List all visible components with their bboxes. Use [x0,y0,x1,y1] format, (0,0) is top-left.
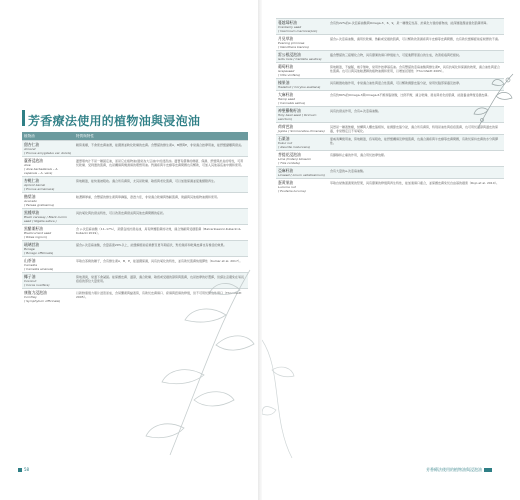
table-row [276,51,504,63]
oil-name-cell [276,167,328,179]
oil-latin-name: Apricot kernel ( Prunus armeniaca) [24,182,55,191]
oil-name: 黑種草油 [24,209,40,215]
oil-name: 大麻籽油 [278,91,294,97]
oil-latin-name: Lime (linden) blossom ( Tilia cordata) [278,156,312,165]
oil-latin-name: Cranberry seed ( Vaccinium macrocarpon) [278,24,318,33]
oil-description: 含 γ-次亞麻油酸（11–17%），是優良的抗發炎油，具有修護肌膚的功效，適合熟齡與受損肌膚（Balcerkiewicz-Kubacki & Kubacki 2019）。 [74,225,248,241]
oil-description: 富含γ-次亞麻油酸，含量高達20%以上，能緩解經前症候群及更年期症狀，對於濕疹和乾燥皮膚也有極佳的效果。 [74,241,248,257]
oil-description: 質地輕盈，能快速被吸收。適合所有膚質，尤其是乾燥、敏感與老化肌膚，可以加強保濕並促進細胞再生。 [74,177,248,193]
oil-description: 質地清爽，常溫下會凝固。能保護皮膚、頭髮，適合乾燥、敏感或受損的髮質與肌膚，也是按摩的好選擇，但請注意避免在易長痘痘的部位大量使用。 [74,273,248,289]
oil-latin-name: Jojoba ( Simmondsia chinensis) [278,128,325,133]
oil-latin-name: Black caraway / Black cumin seed ( Nigella sativa ) [24,214,67,223]
oil-name: 黑醋栗籽油 [24,225,43,231]
oil-name-cell [22,289,74,305]
oil-latin-name: Linseed ( Linum usitatissimum) [278,172,326,177]
table-row [22,177,248,193]
oil-latin-name: Kukui nut ( Aleurite moluccans) [278,140,311,149]
table-row [22,193,248,209]
oil-description: 夏威夷傳統用油，質地輕盈，容易吸收，能舒緩曬傷及修復肌膚，也適合濕疹與牛皮癬等皮膚問題，有助於保持皮膚的水分與彈性。 [328,135,504,151]
oil-description: 輕質柔順，不會使皮膚油滑，能潤滑並軟化乾燥的皮膚。含豐富的維生素A、B群與E，非常適合按摩用油，能舒緩搔癢與發炎。 [74,141,248,157]
oil-name: 蘆薈浸泡油 [24,157,43,163]
oil-name-cell [22,209,74,225]
oil-name: 葡萄籽油 [278,63,294,69]
oil-description: 有鎮靜和止痛的作用，適合用於按摩放鬆。 [328,151,504,167]
oil-latin-name: Hazelnut ( Corylus avellana) [278,84,321,89]
botanical-illustration [130,260,258,460]
oil-name: 康復力浸泡油 [24,289,47,295]
table-row [276,35,504,51]
herb-sprig-illustration [468,70,518,130]
oil-description: 具有輕微收斂作用，非常適合油性與混合性肌膚，可以幫助調節皮脂分泌，常用於臉部保養及按摩。 [328,79,504,91]
title-accent-bar [22,110,25,126]
botanical-illustration-right [262,320,302,460]
oil-description: 其實是一種液態蠟，結構與人體皮脂相似，能調節皮脂分泌，適合所有膚質，特別是油性與痘痘肌膚，也可用於頭髮與頭皮的保養，非常穩定且不易氧化。 [328,123,504,135]
oil-name-cell [276,79,328,91]
oil-latin-name: Avocado ( Persea gratissima) [24,198,55,207]
oil-description: 含有約80%的Omega-3與Omega-6不飽和脂肪酸，比例平衡，適合乾燥、發炎與老化的肌膚，能滋養並修復受損皮膚。 [328,91,504,107]
oil-name-cell [22,257,74,273]
oil-latin-name: Aloe ( Aloe barbadensis – A. capensis – A. vera) [24,162,59,175]
oil-description: 蘆薈葉肉汁不是一種固定油，而是它在植物油(通常為大豆油)中的浸泡油。蘆薈有優異的療癒、保濕、舒緩與抗炎的特性，可用於乾燥、受刺激的肌膚，也是曬傷與燒燙傷的理想用油。對濕疹與牛皮癬等皮膚問題也有幫助，可加入其他基底油中調和使用。 [74,157,248,177]
oil-name-cell [22,141,74,157]
oil-name-cell [276,151,328,167]
table-row [22,241,248,257]
oil-name: 神聖羅勒籽油 [278,107,301,113]
oil-name-cell [22,225,74,241]
oil-latin-name: Borage ( Borago officinalis) [24,246,54,255]
table-row [22,225,248,241]
oil-latin-name: Blackcurrent seed ( Ribes nigrum) [24,230,52,239]
oil-latin-name: Comfrey ( Symphytum officinale) [24,294,61,303]
oil-description: 具抗氧化與抗發炎特性，可以改善皮膚發炎與其他皮膚問題的症狀。 [74,209,248,225]
table-row [276,167,504,179]
table-row [276,179,504,195]
oil-name: 山茶油 [24,257,36,263]
oil-name: 榛果油 [278,79,290,85]
table-row [276,135,504,151]
table-row [22,141,248,157]
oil-name: 蛋黃果油 [278,179,294,185]
header-properties: 特質與特性 [74,132,248,141]
table-row [276,19,504,35]
oil-name: 月見草油 [278,35,294,41]
table-row [22,209,248,225]
oil-name: 琉璃苣油 [24,241,40,247]
oil-description: 蘊含豐富的三萜類化合物，具有優異的傷口修復能力，可促進膠原蛋白的生成，改善疤痕與妊娠紋。 [328,51,504,63]
oil-latin-name: Hemp seed ( Cannabis sativa) [278,96,306,105]
oil-description: 萃取自茶樹的種子，含有維生素A、B、E，能滋潤保濕，具有抗氧化的特性，並有助於肌膚恢復彈性（Kumar et al. 2017）。 [74,257,248,273]
oil-description: 含有大量的α-次亞麻油酸。 [328,167,504,179]
page-title: 芳香療法使用的植物油與浸泡油 [28,114,201,128]
oil-latin-name: Evening primrose ( Oenothera biennis) [278,40,309,49]
oil-name-cell [22,177,74,193]
oil-name-cell [276,179,328,195]
oil-name: 亞麻籽油 [278,167,294,173]
oil-latin-name: Holy basil seed ( Ocimum sanctum) [278,112,317,121]
oil-name-cell [22,157,74,177]
oil-name-cell [22,193,74,209]
oil-name-cell [22,273,74,289]
oil-name-cell [22,241,74,257]
oil-name-cell [276,63,328,79]
oil-latin-name: Camellia ( Camellia sinensis) [24,262,54,271]
table-header [22,132,248,141]
oil-name: 蔓越莓籽油 [278,19,297,25]
table-row [276,151,504,167]
running-footer: 芳香療法使用的植物油與浸泡油 [426,467,492,473]
oil-name: 酪梨油 [24,193,36,199]
oil-description: 富含γ-次亞麻油酸，適用於乾燥、熟齡或受損的肌膚，可以幫助改善濕疹與牛皮癬等皮膚問題，也有助於緩解經前症候群的不適。 [328,35,504,51]
oil-name: 甜杏仁油 [24,141,40,147]
oil-name: 石栗油 [278,135,290,141]
table-row [22,157,248,177]
oil-name-cell [276,123,328,135]
oil-latin-name: Lucuma nut ( Pouteria lucuma) [278,184,306,193]
oil-description: 以新鮮康復力葉片浸泡而成，含尿囊素與黏液質，有助於皮膚傷口、瘀傷與扭傷的修復，但不可用於開放性傷口（Thornfeldt 2005）。 [74,289,248,305]
oil-description: 含有約22%的α-次亞麻油酸與Omega-3、6、9，是一種穩定性高、抗氧化力強的植物油，能深層滋潤並強化肌膚屏障。 [328,19,504,35]
oil-name: 菩提花浸泡油 [278,151,301,157]
oil-name-cell [276,19,328,35]
oil-name: 杏桃仁油 [24,177,40,183]
oil-description: 質地輕盈，不黏膩，幾乎無味，常用作按摩基底油。含有豐富的亞麻油酸與維生素E，具有抗氧化和保濕的效果，適合油性與混合性肌膚。也可以與其他較濃稠的植物油調和使用，以增加延展性（Thornfeldt 2005）。 [328,63,504,79]
oil-latin-name: Coconut ( Cocos nucifera) [24,278,50,287]
page-number: 58 [18,467,29,472]
oil-name-cell [276,35,328,51]
oil-name: 雷公根浸泡油 [278,51,301,57]
oil-latin-name: Grapeseed ( Vitis vinifera) [278,68,301,77]
oil-description: 具有抗發炎作用，含有α-次亞麻油酸。 [328,107,504,123]
right-page [262,0,520,500]
oil-description: 較濃稠厚重，含豐富的維生素與卵磷脂，滲透力佳，非常適合乾燥與熟齡肌膚，建議與其他植物油調和使用。 [74,193,248,209]
oil-latin-name: Almond ( Prunus amygdalus var. dulcis) [24,146,72,155]
header-oil: 植物油 [22,132,74,141]
left-page [0,0,258,500]
oil-name: 椰子油 [24,273,36,279]
oil-name-cell [276,51,328,63]
oil-name-cell [276,107,328,123]
oil-name-cell [276,135,328,151]
oil-latin-name: Gotu kola ( Centella asiatica) [278,56,322,61]
oil-description: 萃取自祕魯蛋黃果的堅果，具有優異的修復與再生特性，能加速傷口癒合，並保護皮膚免於自由基的損害（Rojo et al. 2010）。 [328,179,504,195]
oil-name: 荷荷芭油 [278,123,294,129]
oil-name-cell [276,91,328,107]
